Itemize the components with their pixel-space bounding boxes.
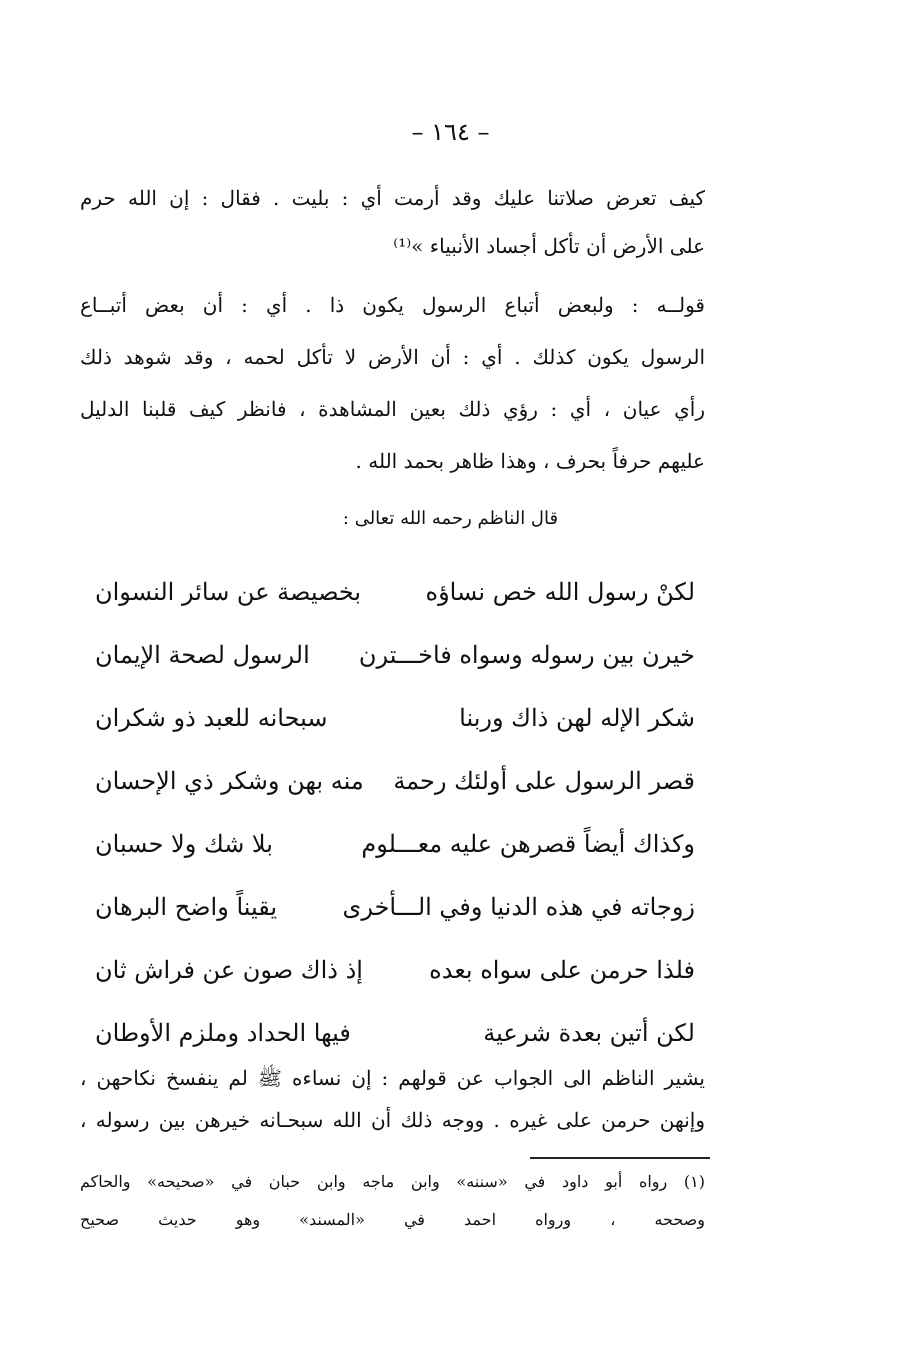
footnote-line: وصححه ، ورواه احمد في «المسند» وهو حديث صحيح xyxy=(80,1210,705,1229)
verse-first-hemistich: زوجاته في هذه الدنيا وفي الـــأخرى xyxy=(342,892,695,921)
verse-second-hemistich: فيها الحداد وملزم الأوطان xyxy=(95,1018,351,1047)
poem-intro: قال الناظم رحمه الله تعالى : xyxy=(342,508,559,529)
text-line: قولــه : ولبعض أتباع الرسول يكون ذا . أي : أن بعض أتبــاع xyxy=(80,293,705,317)
verse-first-hemistich: لكنْ رسول الله خص نساؤه xyxy=(425,577,695,606)
text-line: على الأرض أن تأكل أجساد الأنبياء »⁽¹⁾ xyxy=(393,234,705,258)
verse-first-hemistich: وكذاك أيضاً قصرهن عليه معـــلوم xyxy=(361,829,695,858)
verse-first-hemistich: شكر الإله لهن ذاك وربنا xyxy=(459,703,695,732)
verse-first-hemistich: فلذا حرمن على سواه بعده xyxy=(429,955,695,984)
poem xyxy=(95,560,695,1064)
verse xyxy=(95,749,695,812)
text-line: وإنهن حرمن على غيره . ووجه ذلك أن الله سبحـانه خيرهن بين رسوله ، xyxy=(80,1108,705,1132)
verse-second-hemistich: بلا شك ولا حسبان xyxy=(95,829,273,858)
verse-second-hemistich: الرسول لصحة الإيمان xyxy=(95,640,310,669)
verse-first-hemistich: قصر الرسول على أولئك رحمة xyxy=(393,766,695,795)
text-line: رأي عيان ، أي : رؤي ذلك بعين المشاهدة ، فانظر كيف قلبنا الدليل xyxy=(80,397,705,421)
verse xyxy=(95,560,695,623)
verse-second-hemistich: سبحانه للعبد ذو شكران xyxy=(95,703,328,732)
page-number: – ١٦٤ – xyxy=(411,118,490,146)
verse-second-hemistich: يقيناً واضح البرهان xyxy=(95,892,278,921)
verse-second-hemistich: بخصيصة عن سائر النسوان xyxy=(95,577,362,606)
paragraph-explanation xyxy=(80,1063,705,1135)
text-line: يشير الناظم الى الجواب عن قولهم : إن نساءه ﷺ لم ينفسخ نكاحهن ، xyxy=(80,1066,705,1090)
text-line: عليهم حرفاً بحرف ، وهذا ظاهر بحمد الله . xyxy=(355,449,705,473)
paragraph-commentary xyxy=(80,290,705,476)
verse-second-hemistich: إذ ذاك صون عن فراش ثان xyxy=(95,955,363,984)
verse xyxy=(95,812,695,875)
verse-first-hemistich: خيرن بين رسوله وسواه فاخـــترن xyxy=(358,640,695,669)
verse xyxy=(95,875,695,938)
verse xyxy=(95,686,695,749)
verse xyxy=(95,623,695,686)
text-line: كيف تعرض صلاتنا عليك وقد أرمت أي : بليت . فقال : إن الله حرم xyxy=(80,186,705,210)
text-line: الرسول يكون كذلك . أي : أن الأرض لا تأكل لحمه ، وقد شوهد ذلك xyxy=(80,345,705,369)
footnote-divider xyxy=(530,1157,710,1159)
verse-first-hemistich: لكن أتين بعدة شرعية xyxy=(483,1018,695,1047)
verse-second-hemistich: منه بهن وشكر ذي الإحسان xyxy=(95,766,364,795)
verse xyxy=(95,1001,695,1064)
footnote-line: (١) رواه أبو داود في «سننه» وابن ماجه وابن حبان في «صحيحه» والحاكم xyxy=(80,1172,705,1191)
footnote xyxy=(80,1168,705,1234)
paragraph-hadith xyxy=(80,183,705,261)
verse xyxy=(95,938,695,1001)
